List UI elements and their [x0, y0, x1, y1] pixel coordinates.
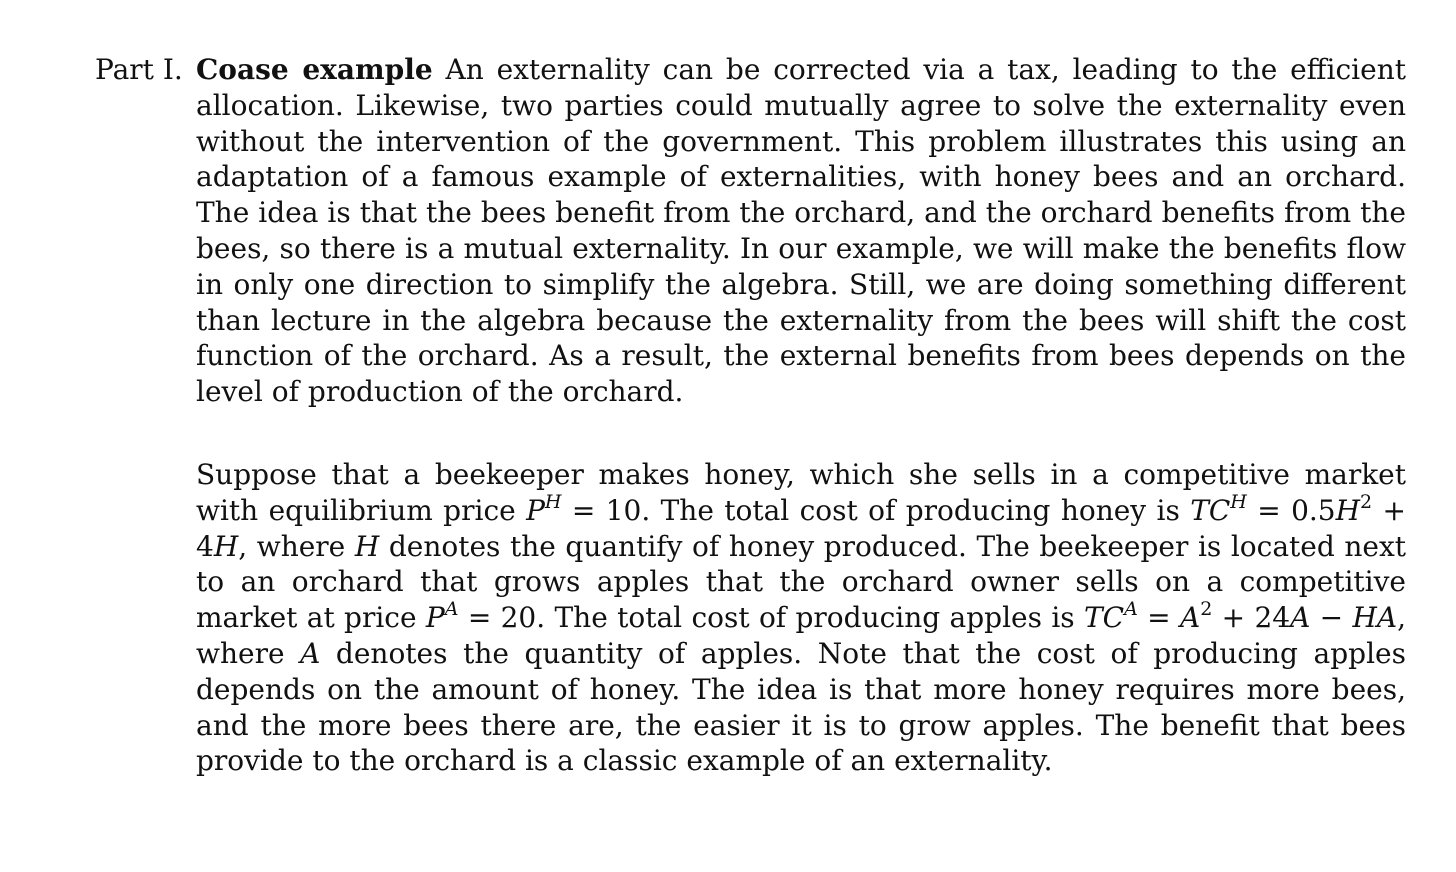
problem-text-5: . The total cost of producing apples is	[536, 601, 1084, 635]
problem-text-6: , where	[196, 601, 1407, 670]
honey-cost-rhs-b: + 4	[196, 493, 1406, 563]
apple-cost-ha: HA	[1352, 601, 1398, 635]
apple-cost-plus: + 24	[1212, 601, 1291, 635]
apple-cost-square: 2	[1200, 598, 1213, 621]
problem-text-1: Suppose that a beekeeper makes honey, which she sells in a competitive market with equilibrium price	[196, 458, 1406, 527]
part-label: Part I.	[95, 53, 183, 86]
apple-price-symbol: $P^A$	[425, 598, 459, 635]
apple-cost-eq: =	[1137, 601, 1180, 635]
honey-cost-rhs-a: = 0.5	[1246, 493, 1336, 527]
honey-cost-h: H	[1335, 493, 1361, 527]
apple-cost-symbol: $TC^A$	[1083, 598, 1138, 635]
problem-paragraph	[196, 457, 1406, 779]
honey-price-symbol: $P^H$	[526, 491, 562, 527]
honey-cost-symbol: $TC^H$	[1190, 491, 1247, 527]
honey-cost-square: 2	[1360, 491, 1373, 513]
honey-cost-h2: H	[213, 529, 239, 563]
apple-cost-a: A	[1179, 601, 1201, 635]
honey-quantity-symbol: H	[354, 529, 380, 563]
honey-price-value: = 10	[561, 493, 642, 527]
apple-quantity-symbol: A	[300, 636, 321, 670]
apple-cost-a2: A	[1290, 601, 1311, 635]
apple-price-value: = 20	[458, 601, 537, 635]
problem-text-2: . The total cost of producing honey is	[641, 493, 1191, 527]
section-title: Coase example	[196, 53, 433, 86]
problem-text-7: denotes the quantity of apples. Note that the cost of producing apples depends on the amount of honey. The idea is that more honey requires more bees, and the more bees there are, the easier it is to grow apples. The benefit that bees provide to the orchard is a classic example of an externality.	[196, 636, 1406, 778]
apple-cost-minus: −	[1310, 601, 1353, 635]
problem-text-4: denotes the quantify of honey produced. The beekeeper is located next to an orchard that grows apples that the orchard owner sells on a competitive market at price	[196, 529, 1407, 635]
problem-text-3: , where	[238, 529, 355, 563]
intro-paragraph	[196, 52, 1406, 410]
intro-text: An externality can be corrected via a tax, leading to the efficient allocation. Likewise, two parties could mutually agree to solve the externality even without the intervention of the government. This problem illustrates this using an adaptation of a famous example of externalities, with honey bees and an orchard. The idea is that the bees benefit from the orchard, and the orchard benefits from the bees, so there is a mutual externality. In our example, we will make the benefits flow in only one direction to simplify the algebra. Still, we are doing something different than lecture in the algebra because the externality from the bees will shift the cost function of the orchard. As a result, the external benefits from bees depends on the level of production of the orchard.	[196, 53, 1406, 409]
